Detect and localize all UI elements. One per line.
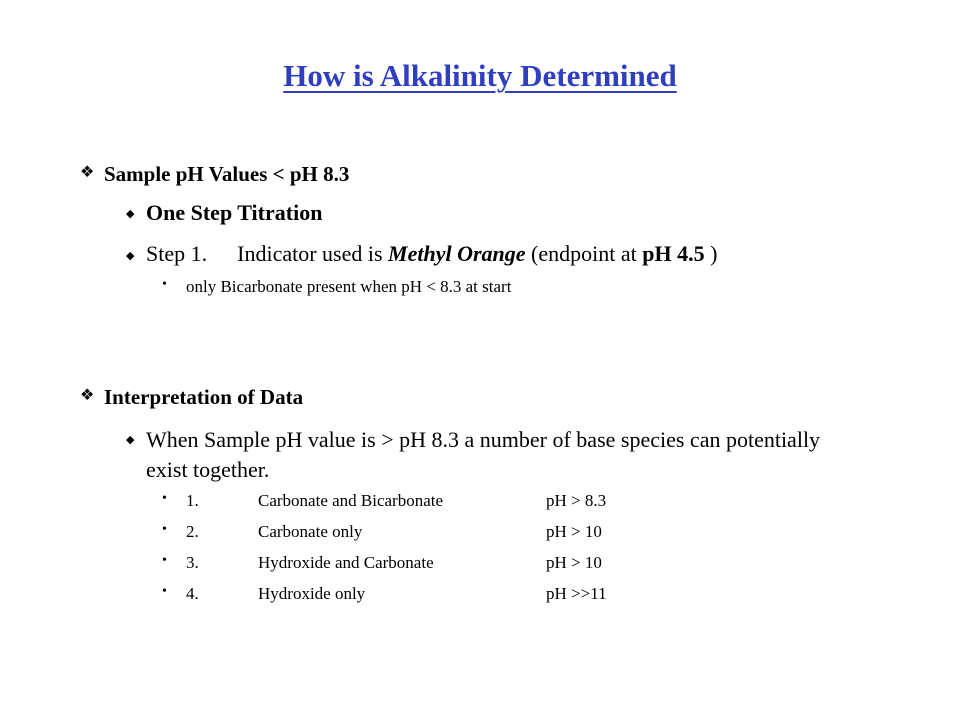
section-1-heading: Sample pH Values < pH 8.3 xyxy=(104,162,350,186)
step-mid: Indicator used is xyxy=(237,241,389,266)
row-number: 4. xyxy=(186,584,199,603)
row-ph: pH > 10 xyxy=(546,522,602,541)
four-diamond-bullet-icon: ❖ xyxy=(80,387,95,404)
endpoint-value: pH 4.5 xyxy=(642,241,705,266)
section-1-item-one-step: One Step Titration xyxy=(146,200,323,225)
diamond-bullet-icon: ◆ xyxy=(126,250,135,262)
endpoint-open: (endpoint at xyxy=(525,241,643,266)
four-diamond-bullet-icon: ❖ xyxy=(80,164,95,181)
section-1-item-step-1 xyxy=(146,241,717,267)
row-ph: pH > 8.3 xyxy=(546,491,607,510)
row-ph: pH >>11 xyxy=(546,584,607,603)
section-2-item: When Sample pH value is > pH 8.3 a number of base species can potentially exist together. xyxy=(146,427,821,482)
step-prefix: Step 1. xyxy=(146,241,208,266)
diamond-bullet-icon: ◆ xyxy=(126,434,135,446)
dot-bullet-icon: • xyxy=(162,277,167,292)
row-number: 2. xyxy=(186,522,199,541)
dot-bullet-icon: • xyxy=(162,491,167,506)
diamond-bullet-icon: ◆ xyxy=(126,208,135,220)
endpoint-close: ) xyxy=(704,241,718,266)
section-2-heading: Interpretation of Data xyxy=(104,385,304,409)
row-number: 1. xyxy=(186,491,199,510)
dot-bullet-icon: • xyxy=(162,584,167,599)
row-species: Carbonate only xyxy=(258,522,363,541)
row-number: 3. xyxy=(186,553,199,572)
dot-bullet-icon: • xyxy=(162,522,167,537)
row-species: Carbonate and Bicarbonate xyxy=(258,491,444,510)
dot-bullet-icon: • xyxy=(162,553,167,568)
row-ph: pH > 10 xyxy=(546,553,602,572)
slide-title: How is Alkalinity Determined xyxy=(283,58,677,93)
row-species: Hydroxide and Carbonate xyxy=(258,553,434,572)
row-species: Hydroxide only xyxy=(258,584,366,603)
indicator-name: Methyl Orange xyxy=(388,241,526,266)
section-1-subitem: only Bicarbonate present when pH < 8.3 at start xyxy=(186,277,512,296)
